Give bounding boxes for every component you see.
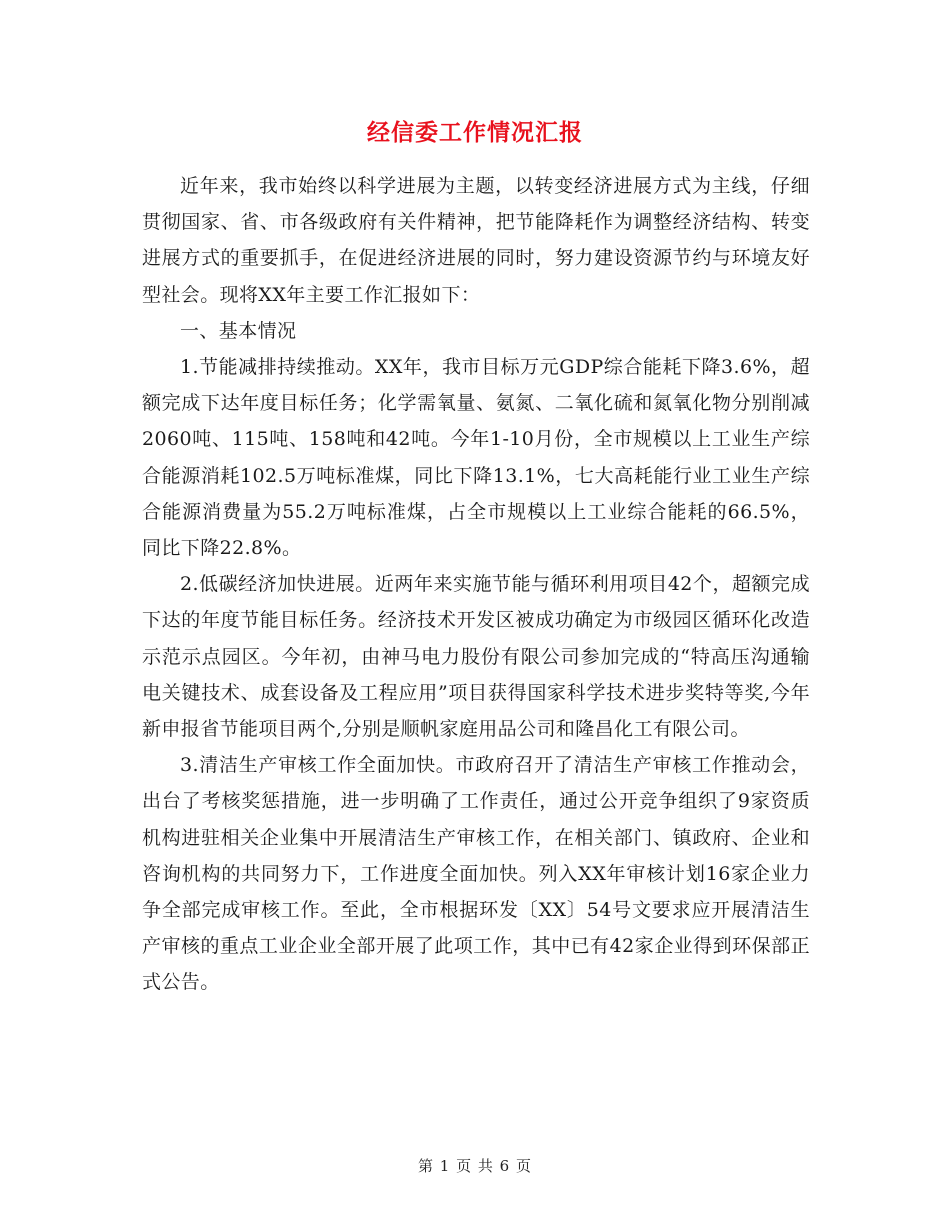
intro-paragraph: 近年来，我市始终以科学进展为主题，以转变经济进展方式为主线，仔细贯彻国家、省、市各级政府有关件精神，把节能降耗作为调整经济结构、转变进展方式的重要抓手，在促进经济进展的同时，努力建设资源节约与环境友好型社会。现将XX年主要工作汇报如下： — [142, 175, 810, 306]
paragraph-clean-production: 3.清洁生产审核工作全面加快。市政府召开了清洁生产审核工作推动会，出台了考核奖惩措施，进一步明确了工作责任，通过公开竞争组织了9家资质机构进驻相关企业集中开展清洁生产审核工作，在相关部门、镇政府、企业和咨询机构的共同努力下，工作进度全面加快。列入XX年审核计划16家企业力争全部完成审核工作。至此，全市根据环发〔XX〕54号文要求应开展清洁生产审核的重点工业企业全部开展了此项工作，其中已有42家企业得到环保部正式公告。 — [142, 754, 810, 994]
page-number: 第 1 页 共 6 页 — [418, 1157, 532, 1175]
document-title: 经信委工作情况汇报 — [367, 120, 583, 146]
document-body — [142, 168, 810, 1001]
page-footer — [0, 1155, 950, 1176]
paragraph-low-carbon: 2.低碳经济加快进展。近两年来实施节能与循环利用项目42个，超额完成下达的年度节能目标任务。经济技术开发区被成功确定为市级园区循环化改造示范示点园区。今年初，由神马电力股份有限公司参加完成的“特高压沟通输电关键技术、成套设备及工程应用”项目获得国家科学技术进步奖特等奖,今年新申报省节能项目两个,分别是顺帆家庭用品公司和隆昌化工有限公司。 — [142, 573, 810, 741]
paragraph-energy-saving: 1.节能减排持续推动。XX年，我市目标万元GDP综合能耗下降3.6%，超额完成下达年度目标任务；化学需氧量、氨氮、二氧化硫和氮氧化物分别削减2060吨、115吨、158吨和42吨。今年1-10月份，全市规模以上工业生产综合能源消耗102.5万吨标准煤，同比下降13.1%，七大高耗能行业工业生产综合能源消费量为55.2万吨标准煤，占全市规模以上工业综合能耗的66.5%，同比下降22.8%。 — [142, 356, 810, 560]
section-heading-basic-situation: 一、基本情况 — [180, 319, 297, 342]
